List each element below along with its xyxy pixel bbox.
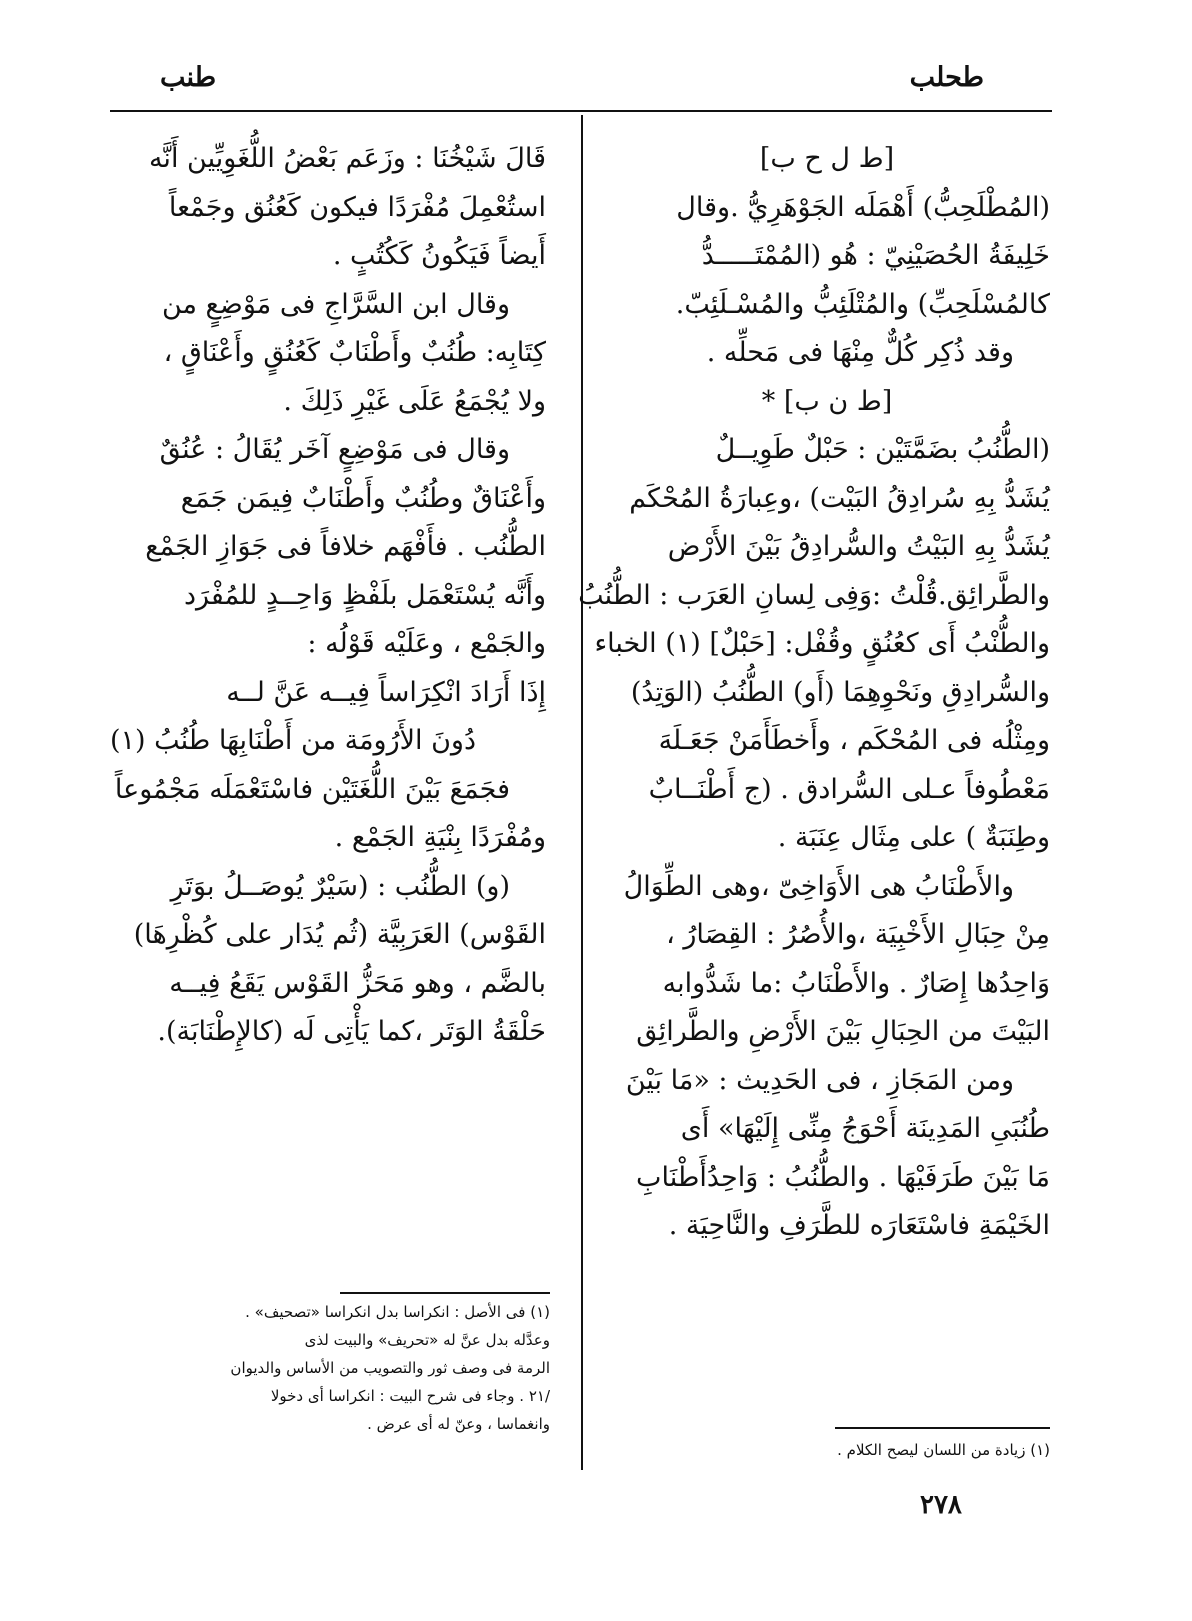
footnote-line: وعدَّله بدل عنَّ له «تحريف» والبيت لذى — [304, 1331, 550, 1349]
text-line: (المُطْلَحِبُّ) أَهْمَلَه الجَوْهَرِيُّ .وقال — [676, 191, 1050, 223]
verse-line: دُونَ الأَرُومَة من أَطْنَابِهَا طُنُبُ (١) — [109, 725, 476, 756]
column-divider — [581, 115, 583, 1470]
text-line: خَلِيفَةُ الحُصَيْنِيّ : هُو (المُمْتَـــــدُّ — [701, 240, 1050, 271]
footnote-rule-left — [340, 1292, 550, 1294]
text-line: والطُّنْبُ أَى كعُنُقٍ وقُفْل: [حَبْلٌ] (١) الخباء — [594, 628, 1050, 659]
text-line: وأَنَّه يُسْتَعْمَل بلَفْظٍ وَاحِــدٍ للمُفْرَد — [183, 579, 546, 611]
running-header-right: طحلب — [909, 62, 984, 93]
text-line: والأَطْنَابُ هى الأَوَاخِىّ ،وهى الطِّوَالُ — [623, 870, 1014, 902]
text-line: استُعْمِلَ مُفْرَدًا فيكون كَعُنُق وجَمْعاً — [168, 191, 546, 223]
entry-heading: [ط ل ح ب] — [759, 143, 895, 174]
footnote-rule-right — [835, 1427, 1050, 1429]
text-line: مَا بَيْنَ طَرَفَيْهَا . والطُّنُبُ : وَاحِدُأَطْنَابِ — [636, 1161, 1050, 1193]
text-line: الخَيْمَةِ فاسْتَعَارَه للطَّرَفِ والنَّاحِيَة . — [668, 1210, 1050, 1241]
text-line: ولا يُجْمَعُ عَلَى غَيْرِ ذَلِكَ . — [283, 385, 546, 417]
footnote-line: /٢١ . وجاء فى شرح البيت : انكراسا أى دخولا — [270, 1387, 550, 1405]
text-line: وقال فى مَوْضِعٍ آخَر يُقَالُ : عُنُقٌ — [159, 434, 510, 465]
text-line: الطُّنُب . فأَفْهَم خلافاً فى جَوَازِ الجَمْع — [145, 531, 546, 562]
text-line: وطِنَبَةٌ ) على مِثَال عِنَبَة . — [777, 822, 1050, 853]
footnote-line: وانغماسا ، وعنّ له أى عرض . — [367, 1415, 550, 1433]
text-line: ومِثْلُه فى المُحْكَم ، وأَخطَأَمَنْ جَعَـلَهَ — [658, 725, 1050, 756]
text-line: البَيْتَ من الحِبَالِ بَيْنَ الأَرْضِ والطَّرائِق — [636, 1016, 1050, 1047]
footnote-left — [110, 1298, 550, 1438]
text-line: مِنْ حِبَالِ الأَخْبِيَة ،والأُصُرُ : القِصَارُ ، — [666, 919, 1050, 950]
text-line: يُشَدُّ بِهِ سُرادِقُ البَيْت) ،وعِبارَةُ المُحْكَم — [629, 482, 1050, 514]
text-line: وقد ذُكِر كُلٌّ مِنْهَا فى مَحلِّه . — [706, 337, 1014, 368]
verse-line: إِذَا أَرَادَ انْكِرَاساً فِيــه عَنَّ لــه — [226, 676, 546, 708]
text-line: وأَعْنَاقٌ وطُنُبٌ وأَطْنَابٌ فِيمَن جَمَع — [180, 482, 546, 514]
page-number: ٢٧٨ — [920, 1490, 962, 1520]
text-line: (و) الطُّنُب : (سَيْرٌ يُوصَــلُ بوَتَرِ — [170, 870, 510, 902]
text-line: والجَمْع ، وعَلَيْه قَوْلُه : — [307, 628, 546, 659]
text-line: يُشَدُّ بِهِ البَيْتُ والسُّرادِقُ بَيْنَ الأَرْض — [667, 531, 1050, 562]
text-line: ومن المَجَازِ ، فى الحَدِيث : «مَا بَيْنَ — [625, 1064, 1014, 1096]
text-line: فجَمَعَ بَيْنَ اللُّغَتَيْن فاسْتَعْمَلَه مَجْمُوعاً — [114, 773, 510, 805]
text-line: طُنُبَىِ المَدِينَة أَحْوَجُ مِنِّى إِلَيْهَا» أَى — [680, 1113, 1050, 1144]
text-line: وقال ابن السَّرَّاجِ فى مَوْضِعٍ من — [161, 288, 510, 320]
text-line: والسُّرادِقِ ونَحْوِهِمَا (أَو) الطُّنُبُ (الوَتِدُ) — [630, 676, 1050, 708]
text-line: (الطُّنُبُ بضَمَّتَيْن : حَبْلٌ طَوِيــلٌ — [715, 434, 1050, 465]
header-rule — [110, 110, 1052, 112]
text-line: كِتَابِه: طُنُبٌ وأَطْنَابٌ كَعُنُقٍ وأَعْنَاقٍ ، — [163, 337, 546, 368]
text-line: قَالَ شَيْخُنَا : وزَعَم بَعْضُ اللُّغَوِيِّين أَنَّه — [148, 143, 546, 174]
text-line: أَيضاً فَيَكُونُ كَكُتُبٍ . — [332, 240, 546, 271]
text-line: مَعْطُوفاً عـلى السُّرادق . (ج أَطْنَــابٌ — [648, 773, 1050, 805]
text-line: حَلْقَةُ الوَتَر ،كما يَأْتِى لَه (كالإِطْنَابَة). — [157, 1016, 546, 1047]
text-line: وَاحِدُها إِصَارٌ . والأَطْنَابُ :ما شَدُّوابه — [662, 967, 1050, 999]
footnote-line: (١) زيادة من اللسان ليصح الكلام . — [837, 1441, 1050, 1459]
left-column — [110, 135, 546, 1057]
text-line: بالضَّم ، وهو مَحَزُّ القَوْس يَقَعُ فِيــه — [169, 967, 546, 999]
text-line: القَوْس) العَرَبِيَّة (ثُم يُدَار على كُظْرِهَا) — [133, 919, 546, 950]
entry-heading: [ط ن ب] * — [761, 385, 893, 417]
footnote-line: (١) فى الأصل : انكراسا بدل انكراسا «تصحيف» . — [245, 1303, 550, 1321]
right-column — [578, 135, 1050, 1251]
text-line: والطَّرائِق.قُلْتُ :وَفِى لِسانِ العَرَب : الطُّنُبُ — [578, 579, 1050, 611]
text-line: ومُفْرَدًا بِنْيَةِ الجَمْع . — [334, 822, 546, 853]
running-header-left: طنب — [160, 62, 217, 93]
footnote-right — [604, 1436, 1050, 1464]
text-line: كالمُسْلَحِبِّ) والمُتْلَئِبُّ والمُسْـلَئِبّ. — [675, 288, 1050, 320]
footnote-line: الرمة فى وصف ثور والتصويب من الأساس والديوان — [230, 1359, 550, 1377]
